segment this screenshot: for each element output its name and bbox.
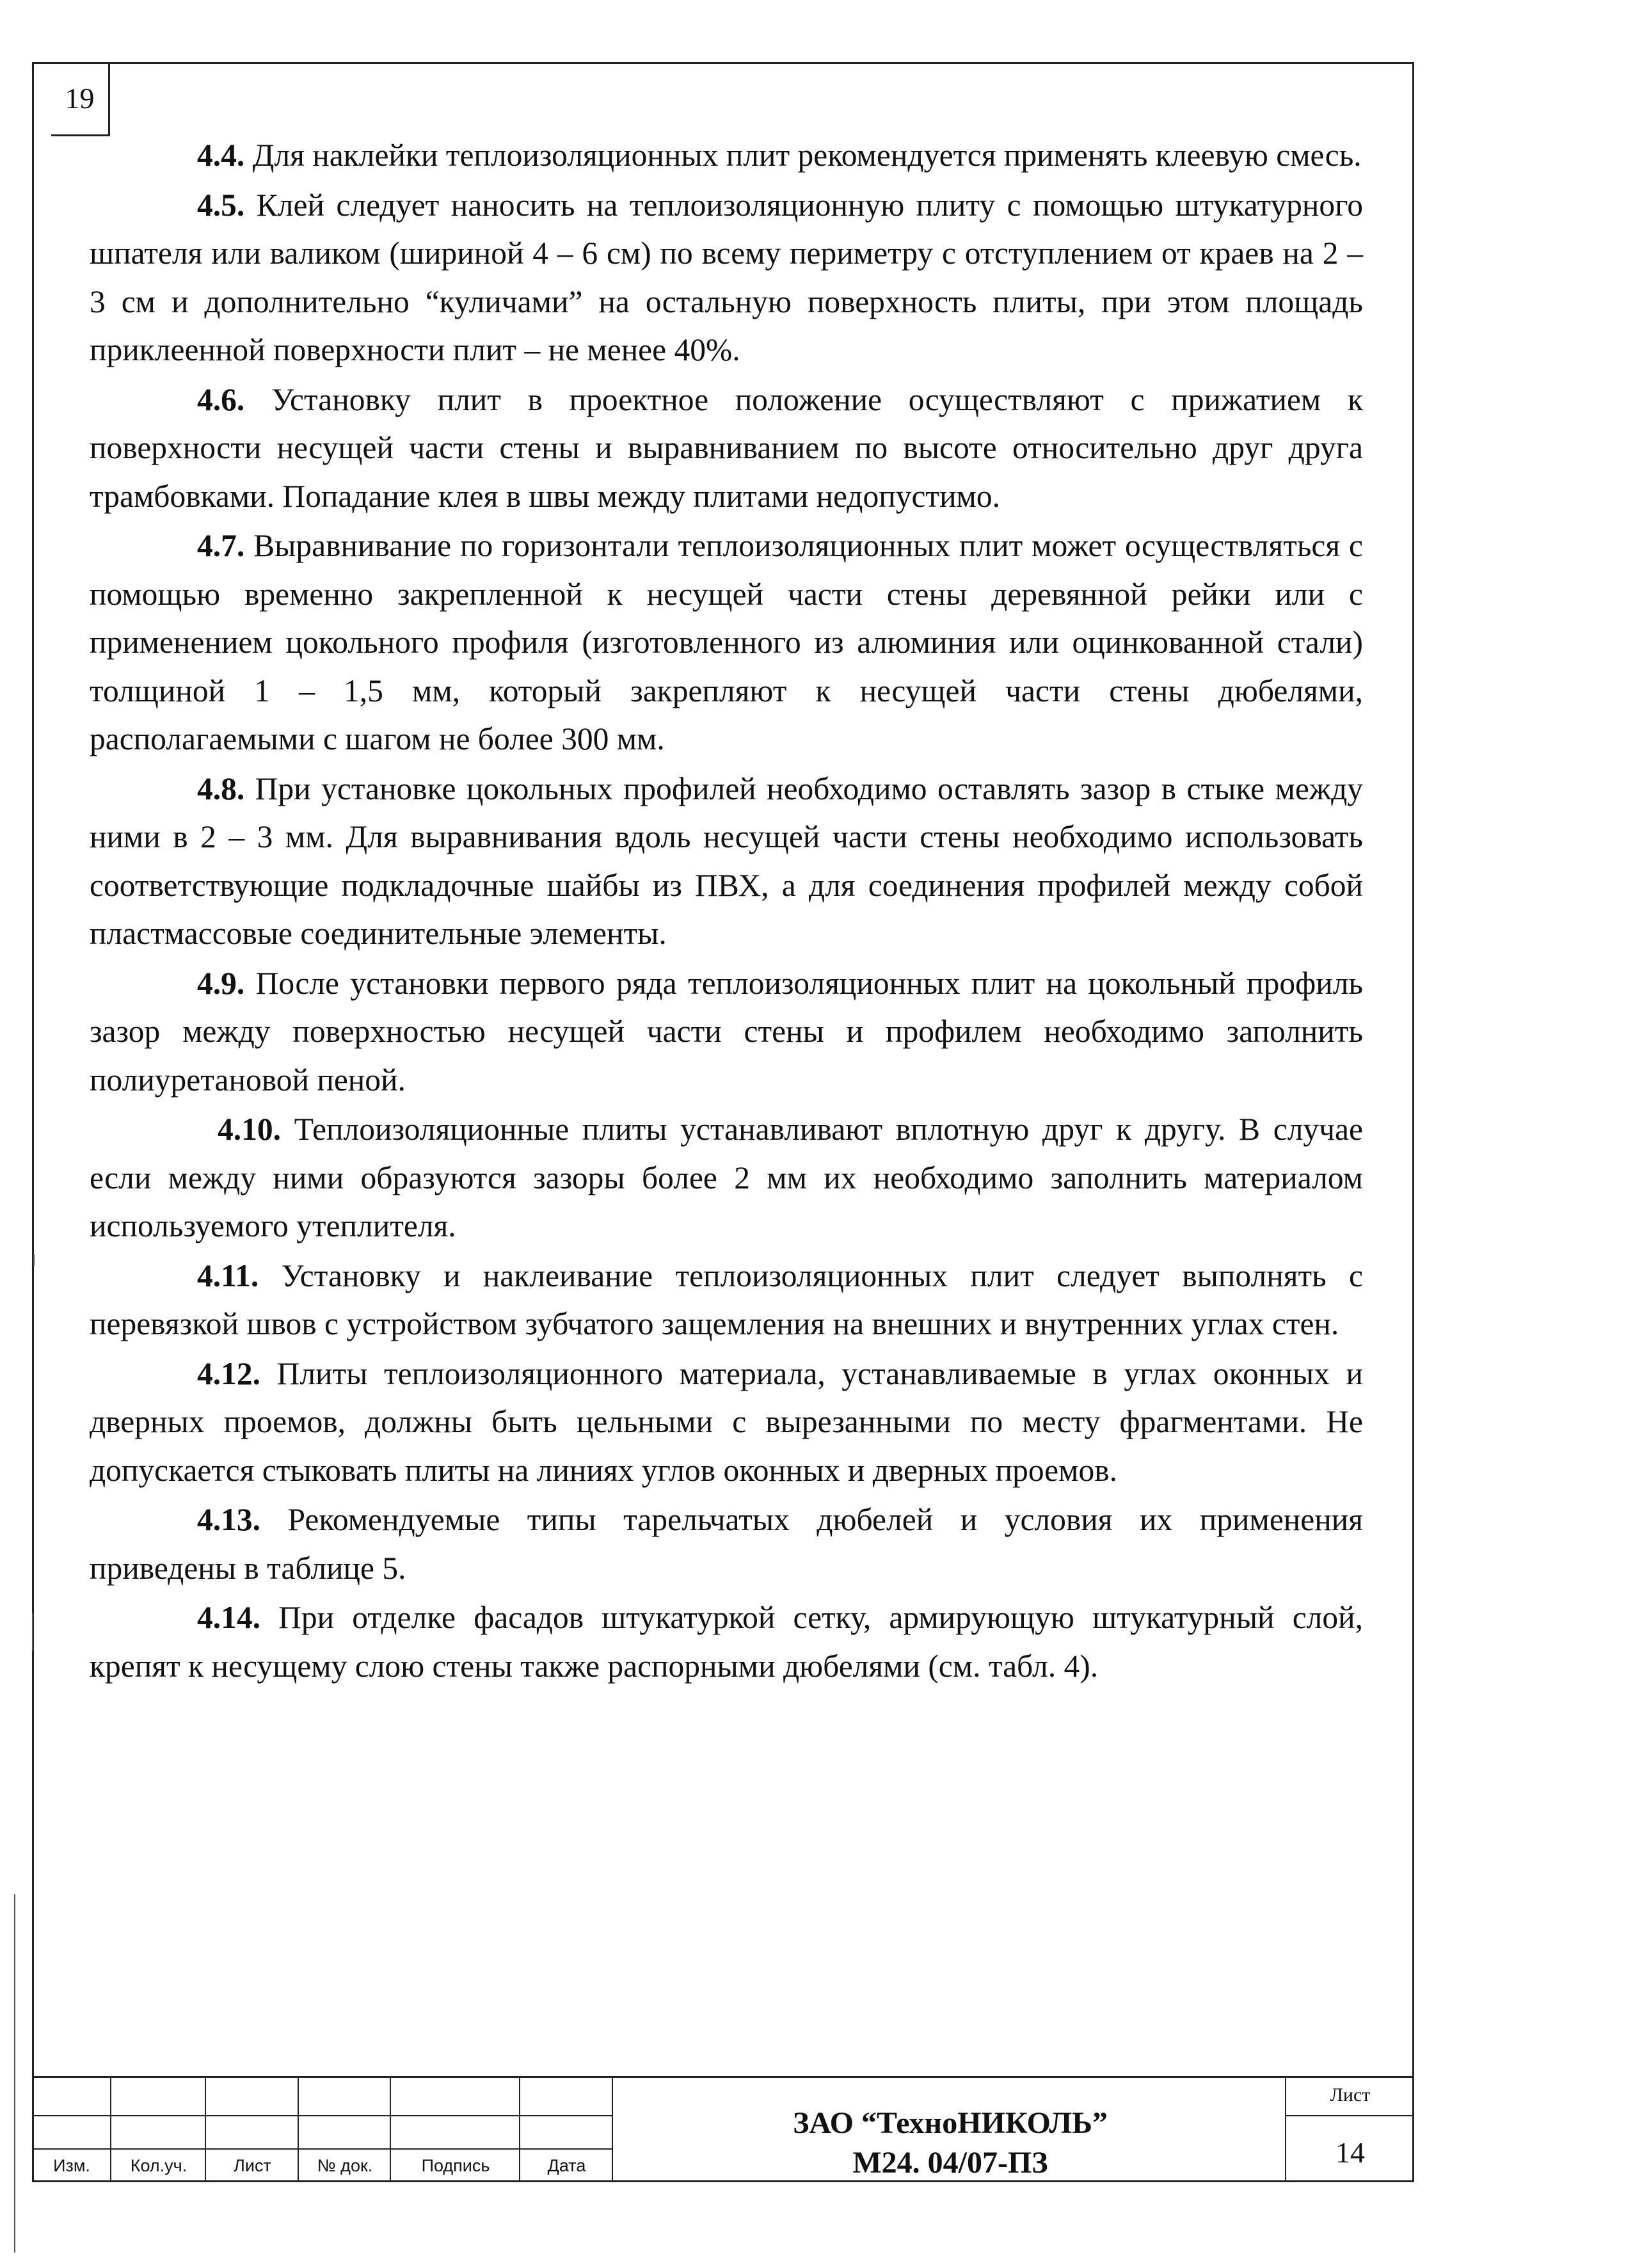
paragraph-text: Установку и наклеивание теплоизоляционных плит следует выполнять с перевязкой швов с устройством зубчатого защемления на внешних и внутренних углах стен. (90, 1258, 1363, 1341)
paragraph-text: Выравнивание по горизонтали теплоизоляционных плит может осуществляться с помощью временно закрепленной к несущей части стены деревянной рейки или с применением цокольного профиля (изготовленного из алюминия или оцинкованной стали) толщиной 1 – 1,5 мм, который закрепляют к несущей части стены дюбелями, располагаемыми с шагом не более 300 мм. (90, 528, 1363, 756)
paragraph-number: 4.5. (197, 187, 245, 223)
paragraph-text: Рекомендуемые типы тарельчатых дюбелей и условия их применения приведены в таблице 5. (90, 1502, 1363, 1586)
company-name: ЗАО “ТехноНИКОЛЬ” (793, 2106, 1108, 2140)
paragraph-number: 4.8. (197, 771, 245, 806)
sheet-number: 14 (1335, 2136, 1365, 2169)
title-block-row-line (1286, 2115, 1412, 2116)
paragraph-number: 4.12. (197, 1355, 260, 1391)
paragraph-4-12 (90, 1350, 1363, 1495)
paragraph-4-13 (90, 1496, 1363, 1592)
paragraph-text: Клей следует наносить на теплоизоляционную плиту с помощью штукатурного шпателя или валиком (шириной 4 – 6 см) по всему периметру с отступлением от краев на 2 – 3 см и дополнительно “куличами” на остальную поверхность плиты, при этом площадь приклеенной поверхности плит – не менее 40%. (90, 187, 1363, 367)
col-label-kol-uch: Кол.уч. (130, 2156, 187, 2175)
company-and-code (614, 2104, 1286, 2183)
col-label-izm: Изм. (53, 2156, 90, 2175)
paragraph-number: 4.6. (197, 381, 245, 417)
paragraph-text: При установке цокольных профилей необходимо оставлять зазор в стыке между ними в 2 – 3 мм. Для выравнивания вдоль несущей части стены необходимо использовать соответствующие подкладочные шайбы из ПВХ, а для соединения профилей между собой пластмассовые соединительные элементы. (90, 771, 1363, 951)
scan-artifact (32, 1613, 33, 1651)
paragraph-number: 4.13. (197, 1502, 260, 1537)
paragraph-text: Установку плит в проектное положение осуществляют с прижатием к поверхности несущей части стены и выравниванием по высоте относительно друг друга трамбовками. Попадание клея в швы между плитами недопустимо. (90, 381, 1363, 514)
col-label-signature: Подпись (421, 2156, 490, 2175)
col-label-date: Дата (547, 2156, 586, 2175)
document-body (90, 131, 1363, 1691)
paragraph-text: После установки первого ряда теплоизоляционных плит на цокольный профиль зазор между поверхностью несущей части стены и профилем необходимо заполнить полиуретановой пеной. (90, 965, 1363, 1098)
paragraph-number: 4.11. (197, 1258, 259, 1293)
paragraph-4-6 (90, 376, 1363, 521)
corner-page-number: 19 (51, 62, 110, 136)
paragraph-4-11 (90, 1252, 1363, 1348)
paragraph-number: 4.14. (197, 1600, 260, 1635)
title-block-row-line (32, 2115, 613, 2116)
paragraph-text: Для наклейки теплоизоляционных плит рекомендуется применять клеевую смесь. (244, 138, 1362, 173)
scan-artifact (14, 1894, 15, 2253)
paragraph-text: При отделке фасадов штукатуркой сетку, армирующую штукатурный слой, крепят к несущему слою стены также распорными дюбелями (см. табл. 4). (90, 1600, 1363, 1684)
paragraph-number: 4.10. (218, 1112, 281, 1147)
title-block (32, 2076, 1414, 2182)
paragraph-4-10 (90, 1105, 1363, 1250)
col-label-doc-num: № док. (317, 2156, 373, 2175)
paragraph-text: Теплоизоляционные плиты устанавливают вплотную друг к другу. В случае если между ними образуются зазоры более 2 мм их необходимо заполнить материалом используемого утеплителя. (90, 1112, 1363, 1243)
scan-artifact (33, 1254, 35, 1266)
document-code: М24. 04/07-ПЗ (852, 2146, 1048, 2180)
sheet-label: Лист (1330, 2084, 1371, 2105)
paragraph-4-7 (90, 522, 1363, 763)
paragraph-4-4 (90, 131, 1363, 180)
col-label-list: Лист (234, 2156, 271, 2175)
paragraph-4-8 (90, 765, 1363, 958)
paragraph-4-5 (90, 181, 1363, 374)
paragraph-number: 4.9. (197, 965, 245, 1001)
paragraph-4-9 (90, 959, 1363, 1105)
paragraph-number: 4.7. (197, 528, 245, 563)
paragraph-text: Плиты теплоизоляционного материала, устанавливаемые в углах оконных и дверных проемов, должны быть цельными с вырезанными по месту фрагментами. Не допускается стыковать плиты на линиях углов оконных и дверных проемов. (90, 1355, 1363, 1488)
title-block-row-line (32, 2148, 613, 2150)
paragraph-number: 4.4. (197, 138, 245, 173)
paragraph-4-14 (90, 1593, 1363, 1690)
